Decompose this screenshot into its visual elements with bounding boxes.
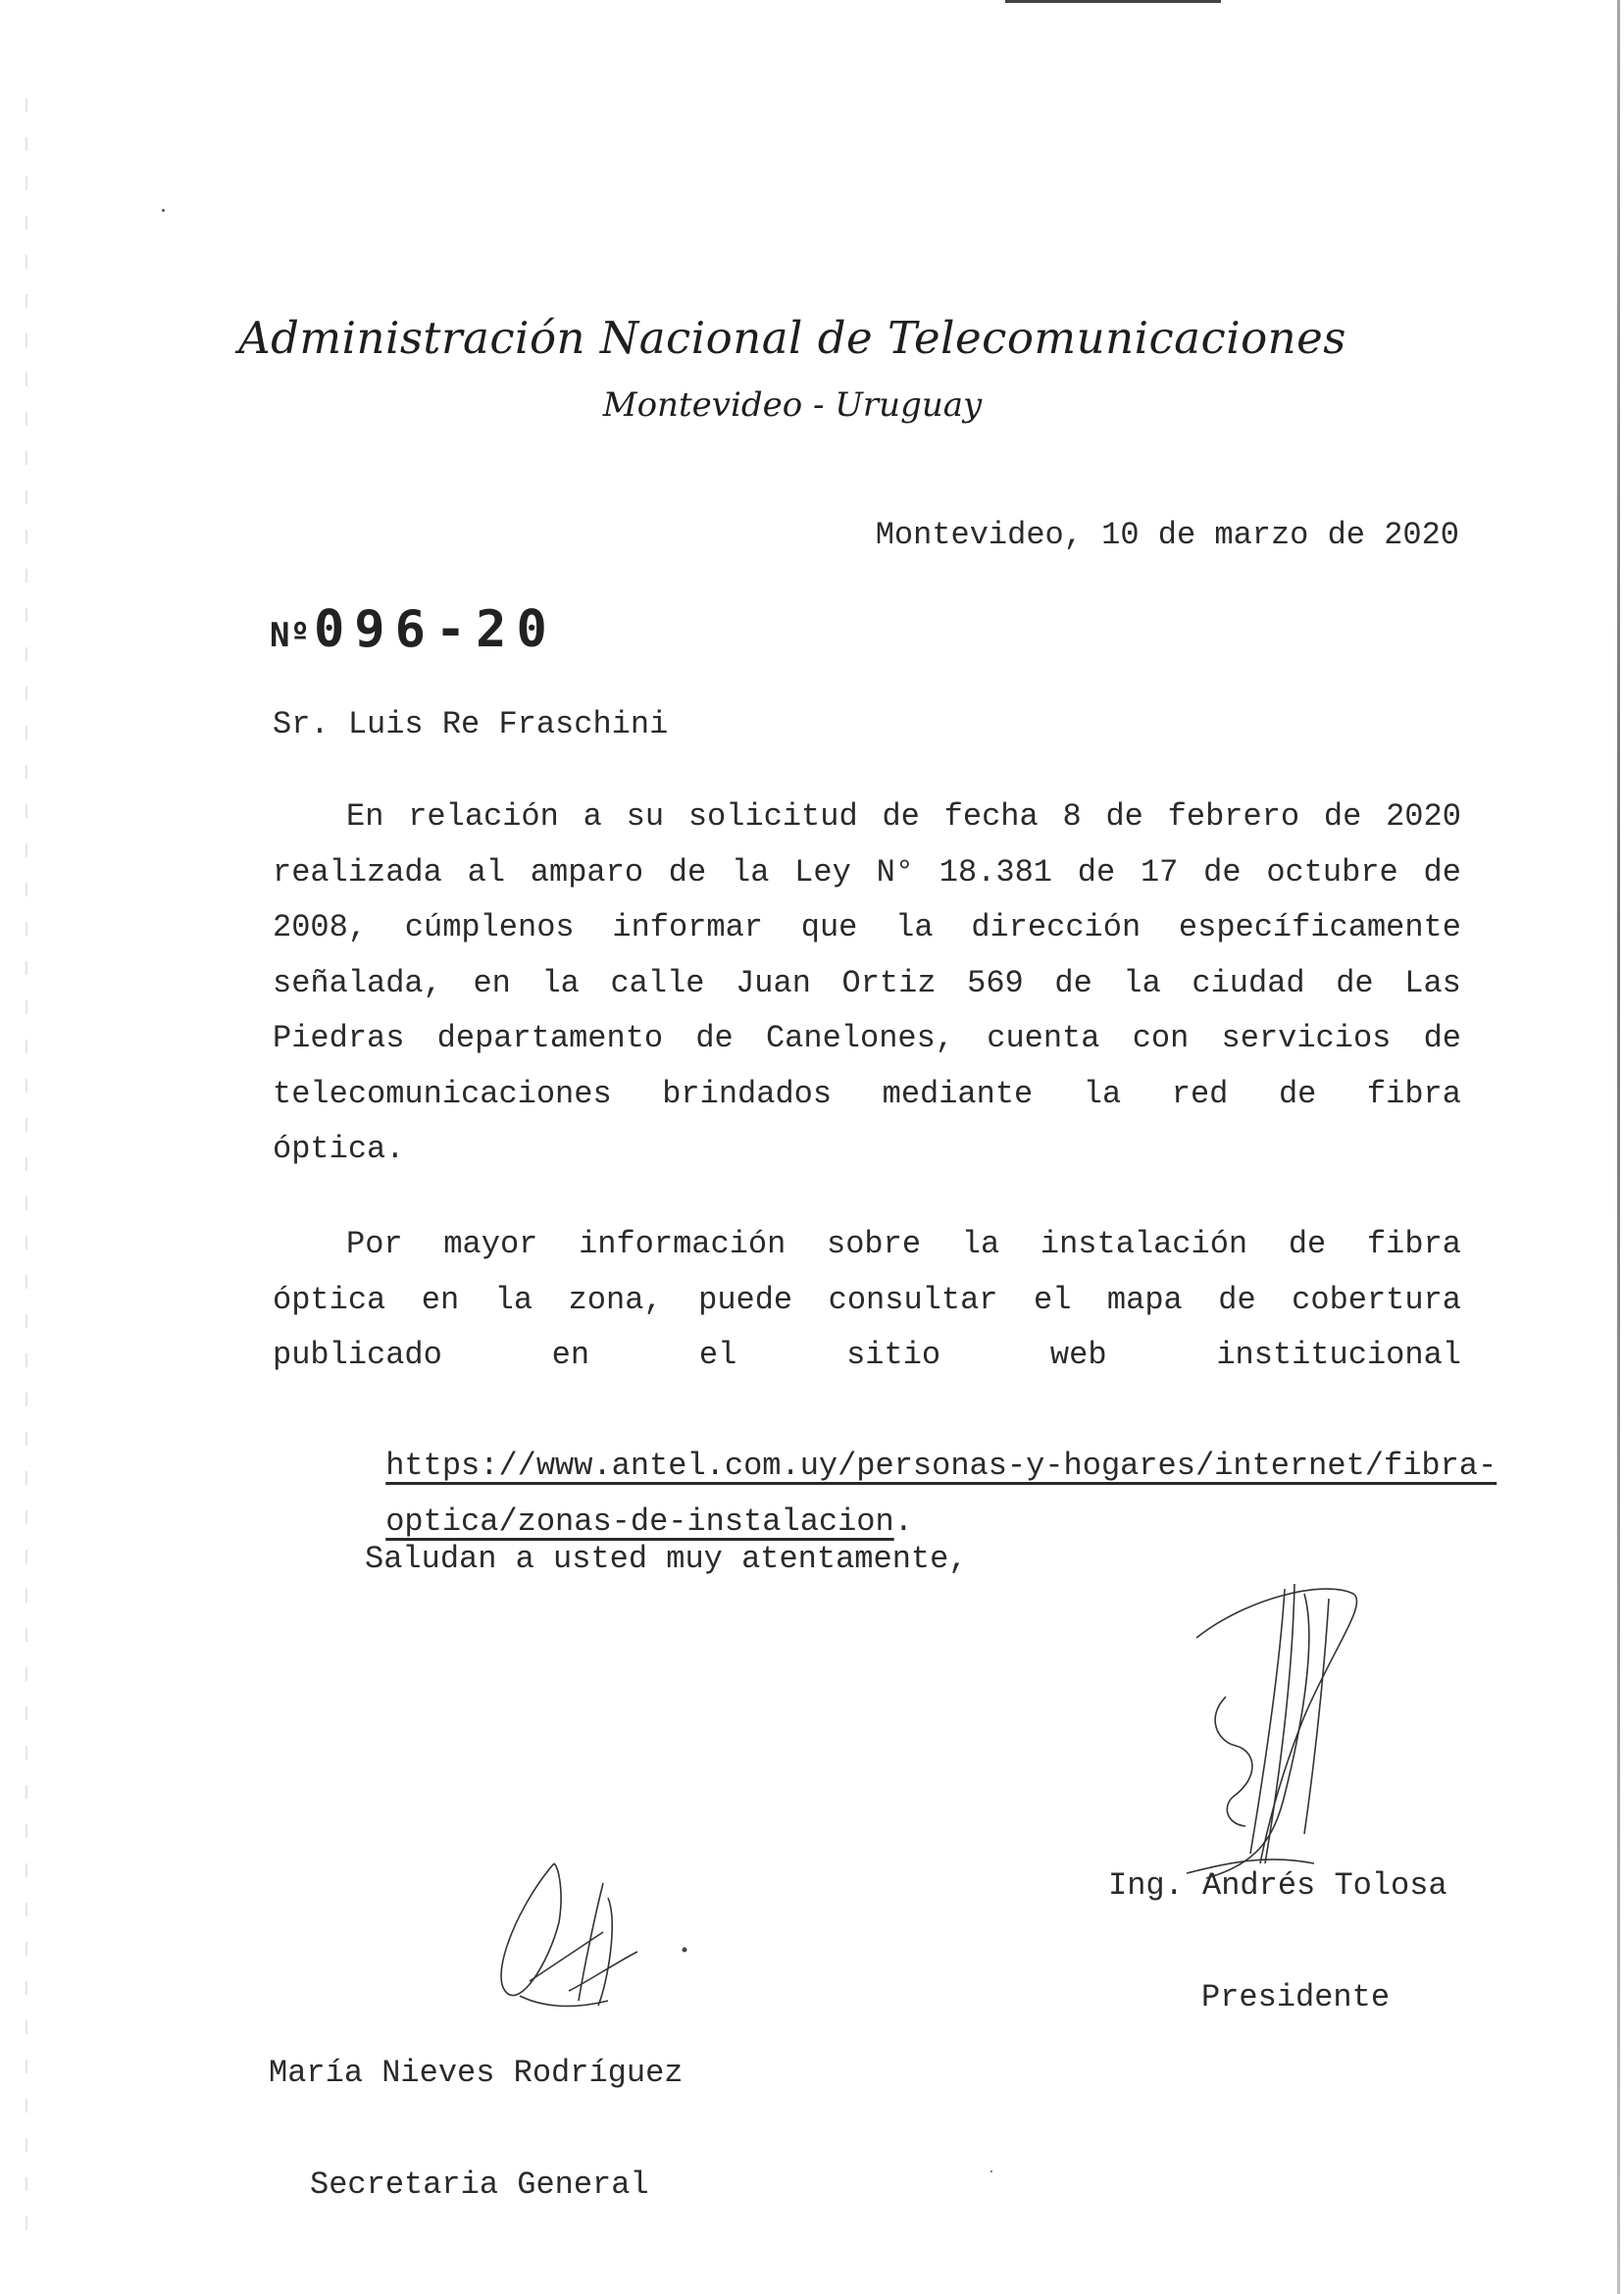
closing: Saludan a usted muy atentamente, — [365, 1541, 968, 1577]
word: de — [668, 853, 707, 891]
word: la — [541, 964, 580, 1001]
word: la — [494, 1281, 533, 1318]
word: el — [1033, 1281, 1072, 1318]
paragraph-line — [273, 790, 1461, 845]
word: con — [1132, 1020, 1190, 1056]
word: N° — [876, 853, 914, 891]
coverage-map-link-part-2[interactable]: optica/zonas-de-instalacion — [385, 1503, 894, 1540]
word: señalada, — [273, 964, 442, 1001]
word: mapa — [1106, 1281, 1183, 1318]
word: En — [346, 798, 384, 835]
word: de — [1203, 853, 1242, 891]
word: telecomunicaciones — [273, 1075, 612, 1112]
word: que — [800, 909, 858, 945]
paragraph-line — [273, 956, 1461, 1012]
word: institucional — [1216, 1337, 1461, 1373]
scan-speck — [162, 209, 165, 212]
word: 18.381 — [939, 853, 1052, 891]
word: fibra — [1366, 1075, 1461, 1112]
word: fecha — [943, 798, 1039, 835]
word: Ley — [794, 853, 851, 891]
secretary-title: Secretaria General — [310, 2167, 649, 2203]
word: calle — [610, 964, 705, 1001]
word: febrero — [1167, 798, 1300, 835]
number-prefix: Nº — [270, 616, 310, 655]
word: cuenta — [987, 1020, 1100, 1056]
word: 2008, — [273, 909, 368, 945]
word: Canelones, — [765, 1020, 954, 1056]
paragraph-line — [273, 1011, 1461, 1067]
president-name: Ing. Andrés Tolosa — [1108, 1867, 1447, 1904]
word: amparo — [530, 853, 644, 891]
word: Por — [346, 1226, 403, 1262]
word: Piedras — [273, 1020, 405, 1056]
word: la — [1083, 1075, 1122, 1112]
letterhead — [0, 312, 1624, 425]
word: de — [695, 1020, 734, 1056]
secretary-signature-block — [269, 1980, 683, 2278]
word: de — [1288, 1226, 1327, 1262]
word: el — [698, 1337, 737, 1373]
number-value: 096-20 — [313, 600, 557, 659]
president-signature-block — [1108, 1793, 1447, 2091]
paragraph-2 — [273, 1217, 1497, 1540]
word: solicitud — [687, 798, 858, 835]
word: óptica — [273, 1281, 386, 1318]
word: ciudad — [1192, 964, 1305, 1001]
paragraph-line — [273, 1273, 1461, 1329]
word: fibra — [1366, 1226, 1461, 1262]
word: de — [1105, 798, 1143, 835]
word: mayor — [443, 1226, 538, 1262]
paragraph-line — [273, 845, 1461, 901]
word: red — [1171, 1075, 1229, 1112]
word: la — [961, 1226, 1000, 1262]
word: publicado — [273, 1337, 442, 1373]
paragraph-line: óptica. — [273, 1131, 405, 1167]
word: sobre — [827, 1226, 922, 1262]
word: específicamente — [1178, 909, 1461, 945]
word: Las — [1404, 964, 1461, 1001]
paragraph-line — [273, 1067, 1461, 1123]
coverage-map-link-part-1[interactable]: https://www.antel.com.uy/personas-y-hogares/internet/fibra- — [385, 1448, 1497, 1484]
date-line: Montevideo, 10 de marzo de 2020 — [875, 517, 1459, 553]
word: en — [473, 964, 511, 1001]
word: sitio — [846, 1337, 941, 1373]
word: servicios — [1221, 1020, 1392, 1056]
paragraph-1 — [273, 790, 1461, 1178]
word: información — [579, 1226, 787, 1262]
word: Ortiz — [841, 964, 937, 1001]
word: la — [1123, 964, 1161, 1001]
word: la — [731, 853, 770, 891]
word: su — [626, 798, 665, 835]
word: en — [421, 1281, 460, 1318]
word: puede — [698, 1281, 793, 1318]
word: zona, — [568, 1281, 663, 1318]
word: de — [1218, 1281, 1256, 1318]
word: web — [1049, 1337, 1107, 1373]
president-title: Presidente — [1201, 1979, 1391, 2015]
word: consultar — [828, 1281, 998, 1318]
paragraph-line — [273, 1217, 1461, 1273]
word: Juan — [736, 964, 811, 1001]
link-suffix: . — [893, 1503, 913, 1540]
word: de — [1077, 853, 1116, 891]
word: a — [583, 798, 602, 835]
organization-city: Montevideo - Uruguay — [602, 385, 983, 425]
word: informar — [612, 909, 763, 945]
word: en — [551, 1337, 590, 1373]
word: realizada — [273, 853, 442, 891]
word: 17 — [1140, 853, 1179, 891]
scan-speck — [990, 2170, 992, 2172]
word: de — [882, 798, 920, 835]
word: de — [1323, 798, 1362, 835]
word: cobertura — [1292, 1281, 1461, 1318]
word: la — [895, 909, 934, 945]
word: de — [1423, 853, 1461, 891]
word: al — [467, 853, 506, 891]
word: 8 — [1062, 798, 1082, 835]
word: 2020 — [1386, 798, 1461, 835]
paragraph-line — [273, 900, 1461, 956]
word: departamento — [436, 1020, 664, 1056]
word: de — [1054, 964, 1092, 1001]
word: de — [1336, 964, 1374, 1001]
word: 569 — [967, 964, 1024, 1001]
word: instalación — [1040, 1226, 1248, 1262]
word: cúmplenos — [404, 909, 575, 945]
word: de — [1278, 1075, 1317, 1112]
word: de — [1423, 1020, 1461, 1056]
paragraph-line — [273, 1328, 1461, 1384]
word: relación — [408, 798, 559, 835]
word: octubre — [1266, 853, 1398, 891]
word: dirección — [971, 909, 1142, 945]
word: mediante — [882, 1075, 1034, 1112]
scan-top-mark — [1005, 0, 1221, 3]
link-line-1 — [273, 1384, 1497, 1484]
word: brindados — [662, 1075, 833, 1112]
secretary-name: María Nieves Rodríguez — [269, 2055, 684, 2091]
recipient: Sr. Luis Re Fraschini — [273, 706, 669, 742]
organization-name: Administración Nacional de Telecomunicaciones — [238, 312, 1346, 364]
document-number — [270, 600, 557, 659]
